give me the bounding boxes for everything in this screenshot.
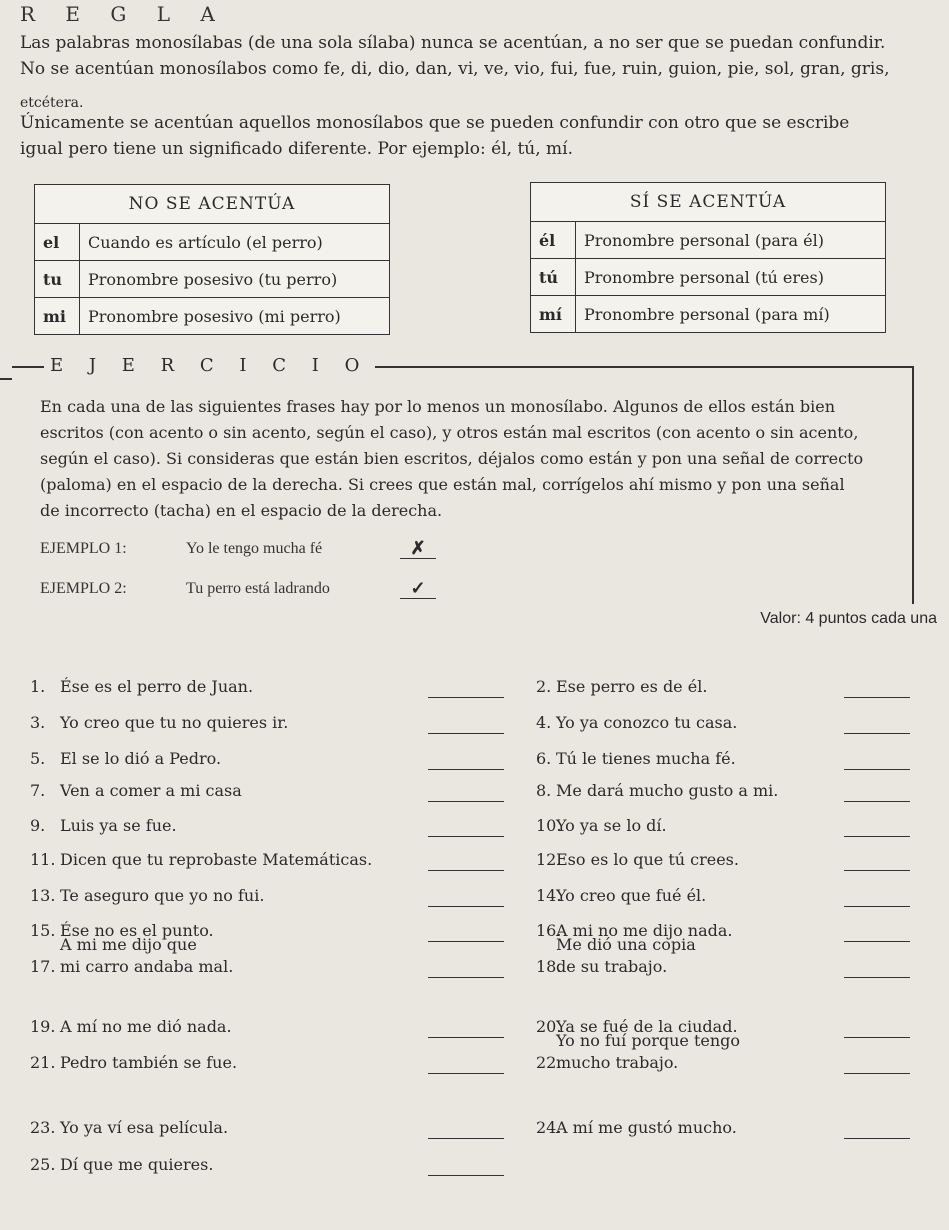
example-1-mark: ✗ [400, 540, 436, 559]
question-text: Yo creo que fué él. [556, 886, 707, 905]
si-acentua-word: él [531, 222, 576, 259]
example-1-sentence: Yo le tengo mucha fé [186, 540, 323, 557]
no-acentua-header: NO SE ACENTÚA [35, 185, 390, 224]
question-text: El se lo dió a Pedro. [60, 749, 222, 768]
question-number: 14. [536, 886, 562, 905]
question-number: 5. [30, 749, 46, 768]
answer-blank[interactable] [844, 733, 910, 734]
example-2-label: EJEMPLO 2: [40, 580, 127, 597]
answer-blank[interactable] [428, 1138, 504, 1139]
question-number: 24. [536, 1118, 562, 1137]
no-acentua-desc: Cuando es artículo (el perro) [80, 224, 390, 261]
answer-blank[interactable] [428, 1175, 504, 1176]
question-number: 23. [30, 1118, 56, 1137]
question-number: 18. [536, 957, 562, 976]
question-text: A mí no me dió nada. [60, 1017, 232, 1036]
question-text: Yo ya se lo dí. [556, 816, 667, 835]
ejercicio-title: E J E R C I C I O [44, 355, 375, 376]
no-acentua-table [34, 184, 390, 335]
answer-blank[interactable] [844, 1138, 910, 1139]
question-number: 13. [30, 886, 56, 905]
question-number: 3. [30, 713, 46, 732]
question-text: Pedro también se fue. [60, 1053, 238, 1072]
question-text: Ya se fué de la ciudad. [556, 1017, 738, 1036]
answer-blank[interactable] [844, 697, 910, 698]
question-text: de su trabajo. [556, 957, 668, 976]
example-1-label: EJEMPLO 1: [40, 540, 127, 557]
si-acentua-desc: Pronombre personal (para él) [576, 222, 886, 259]
question-text: Dicen que tu reprobaste Matemáticas. [60, 850, 373, 869]
si-acentua-desc: Pronombre personal (para mí) [576, 296, 886, 333]
question-text: Te aseguro que yo no fui. [60, 886, 265, 905]
regla-line-5: igual pero tiene un significado diferente. Por ejemplo: él, tú, mí. [20, 139, 574, 159]
example-2-mark: ✓ [400, 580, 436, 599]
question-text: Yo no fuí porque tengo [556, 1031, 741, 1050]
regla-line-1: Las palabras monosílabas (de una sola sílaba) nunca se acentúan, a no ser que se puedan confundir. [20, 33, 886, 53]
question-number: 4. [536, 713, 552, 732]
question-text: Yo ya conozco tu casa. [556, 713, 738, 732]
no-acentua-desc: Pronombre posesivo (tu perro) [80, 261, 390, 298]
question-number: 17. [30, 957, 56, 976]
answer-blank[interactable] [428, 1073, 504, 1074]
question-text: Me dió una copia [556, 935, 696, 954]
question-number: 6. [536, 749, 552, 768]
ejercicio-line-1: En cada una de las siguientes frases hay por lo menos un monosílabo. Algunos de ellos están bien [40, 397, 835, 416]
question-text: Tú le tienes mucha fé. [556, 749, 736, 768]
question-text: Dí que me quieres. [60, 1155, 214, 1174]
question-number: 9. [30, 816, 46, 835]
question-text: Yo ya ví esa película. [60, 1118, 229, 1137]
question-number: 19. [30, 1017, 56, 1036]
regla-line-3: etcétera. [20, 95, 84, 111]
question-number: 20. [536, 1017, 562, 1036]
answer-blank[interactable] [428, 870, 504, 871]
question-text: Eso es lo que tú crees. [556, 850, 739, 869]
answer-blank[interactable] [428, 1037, 504, 1038]
regla-line-2: No se acentúan monosílabos como fe, di, dio, dan, vi, ve, vio, fui, fue, ruin, guion, pie, sol, gran, gris, [20, 59, 890, 79]
question-text: A mí me gustó mucho. [556, 1118, 737, 1137]
question-number: 8. [536, 781, 552, 800]
answer-blank[interactable] [844, 1073, 910, 1074]
answer-blank[interactable] [428, 836, 504, 837]
ejercicio-box-tick [0, 378, 12, 380]
answer-blank[interactable] [844, 906, 910, 907]
si-acentua-word: mí [531, 296, 576, 333]
answer-blank[interactable] [844, 977, 910, 978]
question-number: 2. [536, 677, 552, 696]
question-number: 16. [536, 921, 562, 940]
question-number: 25. [30, 1155, 56, 1174]
ejercicio-line-5: de incorrecto (tacha) en el espacio de la derecha. [40, 501, 443, 520]
no-acentua-word: mi [35, 298, 80, 335]
answer-blank[interactable] [844, 1037, 910, 1038]
valor-label: Valor: 4 puntos cada una [760, 610, 937, 627]
answer-blank[interactable] [428, 733, 504, 734]
question-number: 12. [536, 850, 562, 869]
question-text: A mi me dijo que [60, 935, 197, 954]
no-acentua-desc: Pronombre posesivo (mi perro) [80, 298, 390, 335]
question-text: Ese perro es de él. [556, 677, 708, 696]
answer-blank[interactable] [844, 836, 910, 837]
answer-blank[interactable] [428, 906, 504, 907]
question-number: 11. [30, 850, 56, 869]
ejercicio-line-4: (paloma) en el espacio de la derecha. Si crees que están mal, corrígelos ahí mismo y pon una señal [40, 475, 845, 494]
answer-blank[interactable] [844, 870, 910, 871]
answer-blank[interactable] [428, 801, 504, 802]
answer-blank[interactable] [844, 769, 910, 770]
question-number: 10. [536, 816, 562, 835]
no-acentua-word: el [35, 224, 80, 261]
question-number: 15. [30, 921, 56, 940]
question-text: A mi no me dijo nada. [556, 921, 733, 940]
question-text: mi carro andaba mal. [60, 957, 234, 976]
si-acentua-header: SÍ SE ACENTÚA [531, 183, 886, 222]
answer-blank[interactable] [844, 941, 910, 942]
question-text: Me dará mucho gusto a mi. [556, 781, 779, 800]
ejercicio-line-3: según el caso). Si consideras que están bien escritos, déjalos como están y pon una señal de correcto [40, 449, 864, 468]
answer-blank[interactable] [428, 941, 504, 942]
question-text: Ése no es el punto. [60, 921, 214, 940]
question-text: mucho trabajo. [556, 1053, 679, 1072]
question-number: 21. [30, 1053, 56, 1072]
si-acentua-word: tú [531, 259, 576, 296]
question-text: Ése es el perro de Juan. [60, 677, 254, 696]
no-acentua-word: tu [35, 261, 80, 298]
question-number: 22. [536, 1053, 562, 1072]
question-number: 7. [30, 781, 46, 800]
question-text: Ven a comer a mi casa [60, 781, 242, 800]
si-acentua-table [530, 182, 886, 333]
answer-blank[interactable] [428, 977, 504, 978]
question-text: Luis ya se fue. [60, 816, 177, 835]
question-text: Yo creo que tu no quieres ir. [60, 713, 289, 732]
example-2-sentence: Tu perro está ladrando [186, 580, 330, 597]
si-acentua-desc: Pronombre personal (tú eres) [576, 259, 886, 296]
question-number: 1. [30, 677, 46, 696]
answer-blank[interactable] [844, 801, 910, 802]
answer-blank[interactable] [428, 769, 504, 770]
regla-line-4: Únicamente se acentúan aquellos monosílabos que se pueden confundir con otro que se escribe [20, 113, 850, 133]
answer-blank[interactable] [428, 697, 504, 698]
regla-title: R E G L A [20, 2, 227, 26]
ejercicio-line-2: escritos (con acento o sin acento, según el caso), y otros están mal escritos (con acento o sin acento, [40, 423, 859, 442]
